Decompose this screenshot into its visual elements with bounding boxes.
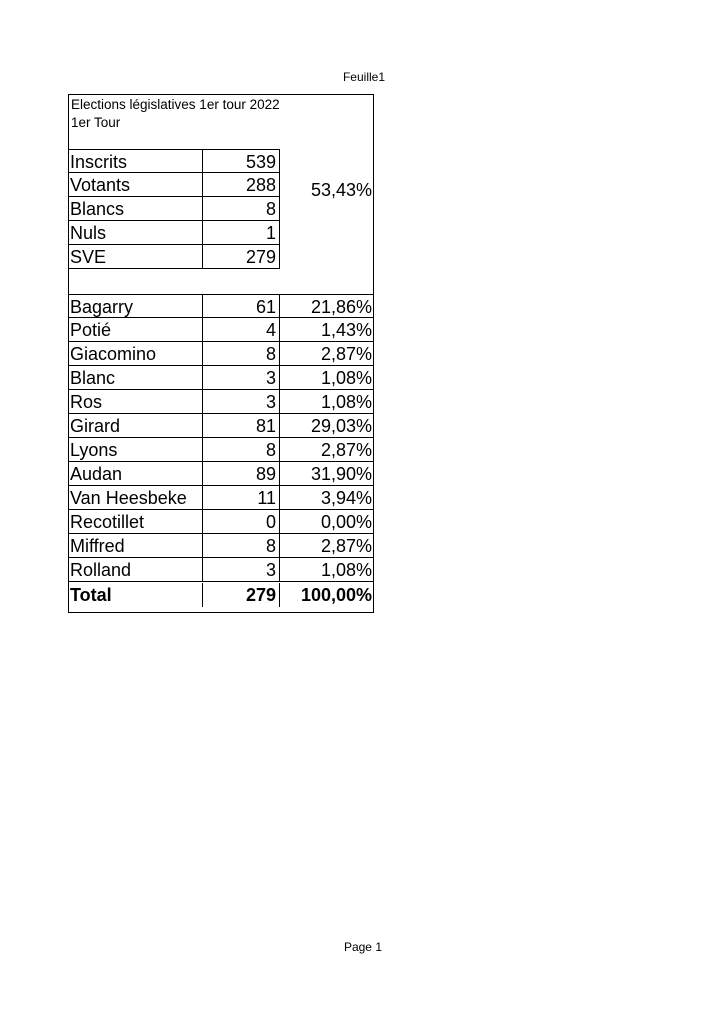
- candidate-row: [69, 438, 373, 462]
- summary-row-inscrits: [69, 149, 280, 173]
- candidate-votes: 3: [202, 558, 280, 582]
- candidate-name: Giacomino: [69, 342, 202, 366]
- candidate-votes: 61: [202, 294, 280, 318]
- candidate-votes: 8: [202, 342, 280, 366]
- candidate-pct: 3,94%: [280, 486, 373, 510]
- sheet-name: Feuille1: [342, 70, 385, 84]
- candidate-row: [69, 366, 373, 390]
- candidate-votes: 8: [202, 534, 280, 558]
- candidate-pct: 2,87%: [280, 534, 373, 558]
- summary-value: 539: [202, 149, 280, 173]
- candidate-name: Recotillet: [69, 510, 202, 534]
- total-votes: 279: [202, 583, 280, 607]
- summary-label: Votants: [69, 173, 202, 197]
- candidate-pct: 2,87%: [280, 342, 373, 366]
- summary-value: 288: [202, 173, 280, 197]
- results-table: [68, 94, 374, 613]
- candidate-pct: 1,08%: [280, 558, 373, 582]
- candidate-votes: 89: [202, 462, 280, 486]
- summary-value: 1: [202, 221, 280, 245]
- candidate-row: [69, 294, 373, 318]
- turnout-percentage: 53,43%: [310, 180, 372, 200]
- candidate-row: [69, 342, 373, 366]
- candidate-name: Van Heesbeke: [69, 486, 202, 510]
- total-pct: 100,00%: [300, 585, 372, 605]
- summary-label: Nuls: [69, 221, 202, 245]
- candidate-name: Miffred: [69, 534, 202, 558]
- candidate-name: Audan: [69, 462, 202, 486]
- candidate-name: Rolland: [69, 558, 202, 582]
- candidate-pct: 1,08%: [280, 366, 373, 390]
- summary-row-votants: [69, 173, 280, 197]
- candidate-pct: 2,87%: [280, 438, 373, 462]
- candidate-votes: 0: [202, 510, 280, 534]
- table-title: Elections législatives 1er tour 2022: [71, 97, 280, 112]
- candidate-pct: 21,86%: [280, 294, 373, 318]
- candidate-name: Blanc: [69, 366, 202, 390]
- candidate-pct: 0,00%: [280, 510, 373, 534]
- candidate-row: [69, 390, 373, 414]
- candidate-name: Lyons: [69, 438, 202, 462]
- candidate-pct: 1,08%: [280, 390, 373, 414]
- candidate-votes: 4: [202, 318, 280, 342]
- summary-label: Inscrits: [69, 149, 202, 173]
- candidate-row: [69, 534, 373, 558]
- candidate-name: Bagarry: [69, 294, 202, 318]
- summary-row-nuls: [69, 221, 280, 245]
- candidate-row: [69, 462, 373, 486]
- candidate-name: Ros: [69, 390, 202, 414]
- total-label: Total: [70, 585, 112, 605]
- table-subtitle: 1er Tour: [71, 115, 121, 130]
- candidate-pct: 31,90%: [280, 462, 373, 486]
- candidate-row: [69, 486, 373, 510]
- summary-row-blancs: [69, 197, 280, 221]
- candidate-pct: 1,43%: [280, 318, 373, 342]
- candidate-pct: 29,03%: [280, 414, 373, 438]
- candidate-row: [69, 510, 373, 534]
- candidate-votes: 8: [202, 438, 280, 462]
- summary-label: Blancs: [69, 197, 202, 221]
- candidate-votes: 3: [202, 366, 280, 390]
- summary-value: 279: [202, 245, 280, 269]
- total-row: [69, 583, 373, 607]
- summary-label: SVE: [69, 245, 202, 269]
- candidate-votes: 3: [202, 390, 280, 414]
- page-number: Page 1: [343, 940, 382, 954]
- candidate-votes: 81: [202, 414, 280, 438]
- candidate-name: Potié: [69, 318, 202, 342]
- candidate-row: [69, 414, 373, 438]
- candidate-row: [69, 318, 373, 342]
- candidate-votes: 11: [202, 486, 280, 510]
- candidate-row: [69, 558, 373, 582]
- candidate-name: Girard: [69, 414, 202, 438]
- summary-row-sve: [69, 245, 280, 269]
- summary-value: 8: [202, 197, 280, 221]
